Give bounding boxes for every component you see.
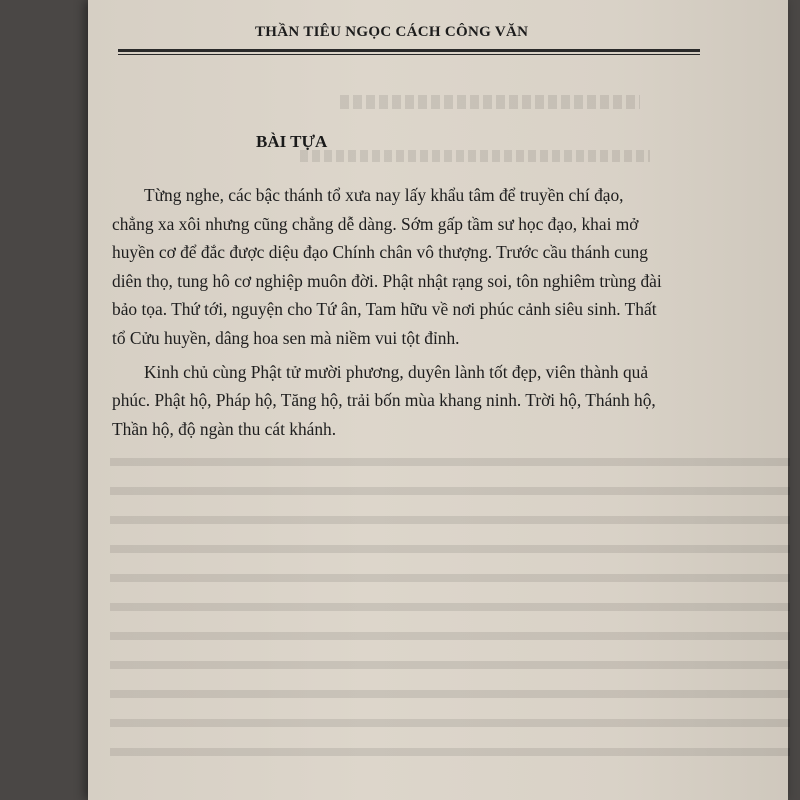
header-rule xyxy=(118,49,700,52)
section-title: BÀI TỰA xyxy=(256,132,328,151)
text-line: chẳng xa xôi nhưng cũng chẳng dễ dàng. Sớm gấp tầm sư học đạo, khai mở xyxy=(112,213,639,234)
text-line: tổ Cửu huyền, dâng hoa sen mà niềm vui tột đỉnh. xyxy=(112,327,460,348)
bleed-through-texture xyxy=(340,95,640,109)
body-text xyxy=(112,181,668,448)
paragraph xyxy=(112,181,668,353)
running-header: THẦN TIÊU NGỌC CÁCH CÔNG VĂN xyxy=(255,24,529,40)
text-line: Kinh chủ cùng Phật tử mười phương, duyên lành tốt đẹp, viên thành quả xyxy=(144,361,649,382)
paragraph xyxy=(112,358,668,444)
text-line: diên thọ, tung hô cơ nghiệp muôn đời. Phật nhật rạng soi, tôn nghiêm trùng đài xyxy=(112,270,662,291)
header-rule xyxy=(118,54,700,55)
bleed-through-texture xyxy=(300,150,650,162)
bleed-through-texture xyxy=(110,440,790,760)
text-line: Thần hộ, độ ngàn thu cát khánh. xyxy=(112,418,337,439)
text-line: phúc. Phật hộ, Pháp hộ, Tăng hộ, trải bốn mùa khang ninh. Trời hộ, Thánh hộ, xyxy=(112,390,656,411)
text-line: Từng nghe, các bậc thánh tổ xưa nay lấy khẩu tâm để truyền chí đạo, xyxy=(144,185,624,205)
text-line: huyền cơ để đắc được diệu đạo Chính chân vô thượng. Trước cầu thánh cung xyxy=(112,242,648,263)
text-line: bảo tọa. Thứ tới, nguyện cho Tứ ân, Tam hữu về nơi phúc cảnh siêu sinh. Thất xyxy=(112,299,657,320)
